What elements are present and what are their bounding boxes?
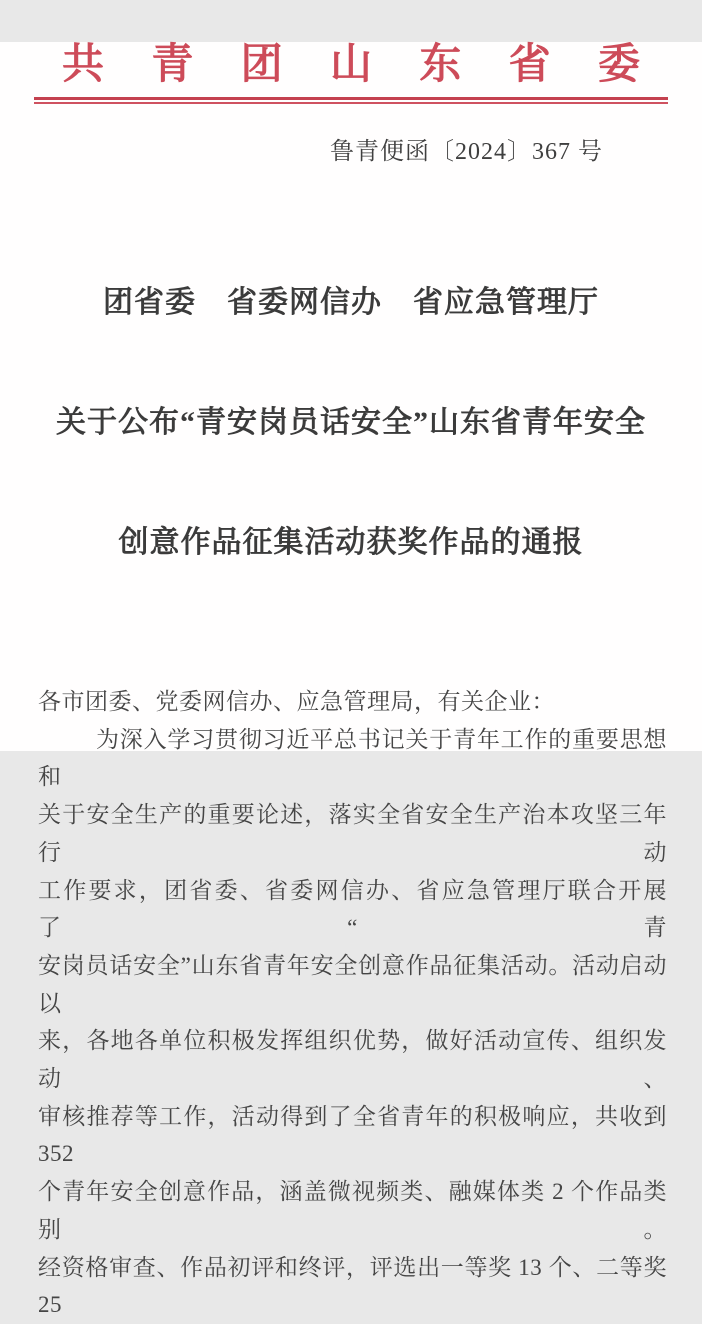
salutation-line: 各市团委、党委网信办、应急管理局，有关企业： (38, 689, 555, 714)
title-line-2: 关于公布“青安岗员话安全”山东省青年安全 (56, 406, 646, 439)
title-line-3: 创意作品征集活动获奖作品的通报 (118, 526, 584, 559)
letterhead-org-name: 共青团山东省委 (62, 42, 640, 88)
paragraph-line-4: 安岗员话安全”山东省青年安全创意作品征集活动。活动启动以 (38, 952, 667, 1016)
document-title (0, 203, 702, 643)
paragraph-line-6: 审核推荐等工作，活动得到了全省青年的积极响应，共收到 352 (38, 1103, 667, 1167)
document-page (0, 42, 702, 1318)
paragraph-line-7: 个青年安全创意作品，涵盖微视频类、融媒体类 2 个作品类别。 (38, 1179, 667, 1242)
red-divider-thick-line (34, 97, 668, 100)
paragraph-line-5: 来，各地各单位积极发挥组织优势，做好活动宣传、组织发动、 (38, 1028, 667, 1092)
paragraph-line-8: 经资格审查、作品初评和终评，评选出一等奖 13 个、二等奖 25 (38, 1254, 667, 1318)
paragraph-line-2: 关于安全生产的重要论述，落实全省安全生产治本攻坚三年行动 (38, 802, 667, 865)
paragraph-line-1: 为深入学习贯彻习近平总书记关于青年工作的重要思想和 (38, 726, 667, 790)
document-body (0, 683, 702, 1324)
red-divider (34, 97, 668, 104)
title-line-1: 团省委 省委网信办 省应急管理厅 (103, 286, 599, 319)
red-divider-thin-line (34, 102, 668, 104)
document-number: 鲁青便函〔2024〕367 号 (330, 139, 603, 165)
paragraph-line-3: 工作要求，团省委、省委网信办、省应急管理厅联合开展了“青 (38, 877, 667, 941)
